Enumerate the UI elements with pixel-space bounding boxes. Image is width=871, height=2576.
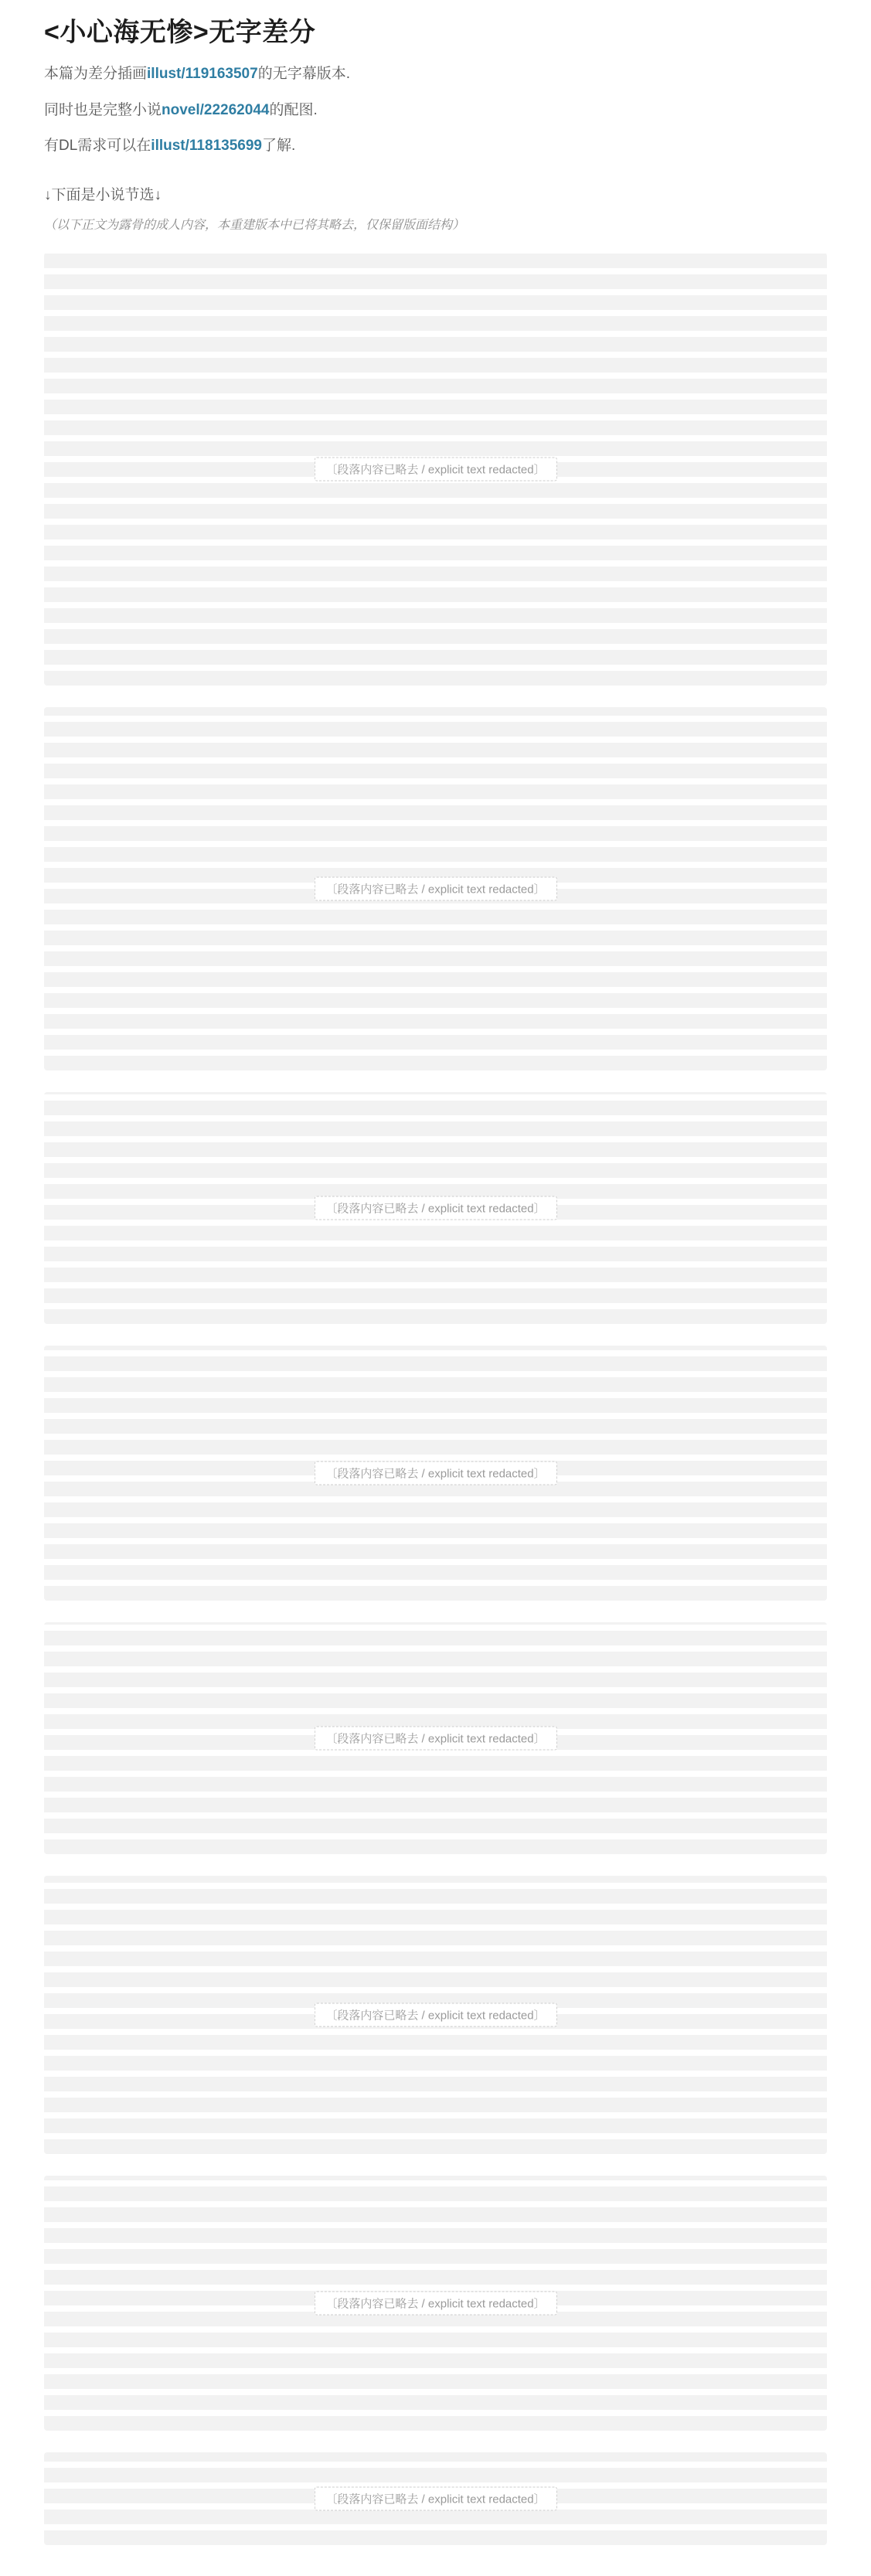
redacted-paragraph-block xyxy=(44,1622,827,1854)
redacted-paragraph-block xyxy=(44,1346,827,1601)
redacted-label: 〔段落内容已略去 / explicit text redacted〕 xyxy=(314,1196,556,1220)
illust-link-1[interactable]: illust/119163507 xyxy=(147,66,258,82)
redacted-label: 〔段落内容已略去 / explicit text redacted〕 xyxy=(314,1461,556,1485)
redacted-paragraph-block xyxy=(44,707,827,1070)
intro-line xyxy=(44,100,827,121)
intro-text: 的配图. xyxy=(269,101,318,118)
page-title: <小心海无惨>无字差分 xyxy=(44,18,316,47)
redacted-label: 〔段落内容已略去 / explicit text redacted〕 xyxy=(314,457,556,481)
redacted-label: 〔段落内容已略去 / explicit text redacted〕 xyxy=(314,1726,556,1750)
intro-text: 同时也是完整小说 xyxy=(44,101,162,118)
redaction-notice: （以下正文为露骨的成人内容，本重建版本中已将其略去，仅保留版面结构） xyxy=(44,218,465,232)
redacted-label: 〔段落内容已略去 / explicit text redacted〕 xyxy=(314,2486,556,2510)
redacted-label: 〔段落内容已略去 / explicit text redacted〕 xyxy=(314,876,556,900)
intro-text: 有DL需求可以在 xyxy=(44,138,151,155)
redacted-paragraph-block xyxy=(44,2176,827,2431)
redacted-label: 〔段落内容已略去 / explicit text redacted〕 xyxy=(314,2003,556,2026)
intro-line xyxy=(44,135,827,157)
novel-excerpt-redacted xyxy=(44,253,827,2545)
redacted-paragraph-block xyxy=(44,1092,827,1324)
novel-link[interactable]: novel/22262044 xyxy=(162,101,270,118)
illust-link-2[interactable]: illust/118135699 xyxy=(151,138,262,155)
redacted-label: 〔段落内容已略去 / explicit text redacted〕 xyxy=(314,2291,556,2315)
excerpt-marker: ↓下面是小说节选↓ xyxy=(44,186,162,203)
redacted-paragraph-block xyxy=(44,253,827,686)
redacted-paragraph-block xyxy=(44,1876,827,2154)
intro-text: 的无字幕版本. xyxy=(257,66,350,82)
intro-section xyxy=(44,63,827,157)
intro-text: 本篇为差分插画 xyxy=(44,66,148,82)
intro-line xyxy=(44,63,827,85)
intro-text: 了解. xyxy=(261,138,296,155)
redacted-paragraph-block xyxy=(44,2452,827,2545)
